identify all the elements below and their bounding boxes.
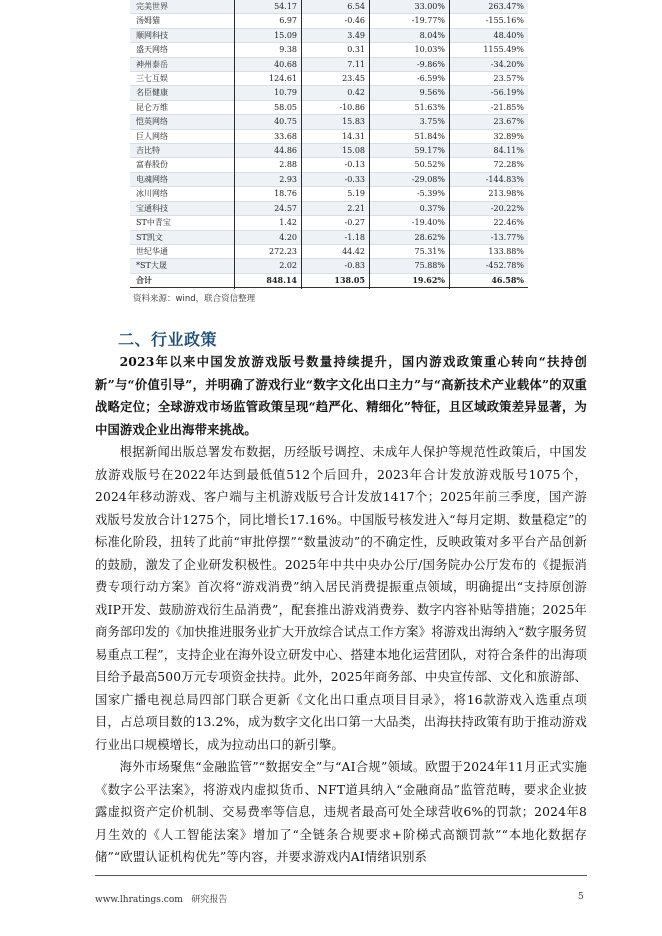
table-row <box>130 216 528 230</box>
table-cell: 33.00% <box>369 0 449 14</box>
footer-divider <box>95 875 587 876</box>
table-cell: 18.76 <box>234 187 301 201</box>
table-cell: -0.13 <box>301 158 369 172</box>
table-cell: 848.14 <box>234 273 301 287</box>
table-cell: 7.11 <box>301 57 369 71</box>
table-cell: -20.22% <box>449 201 528 215</box>
table-cell: -452.78% <box>449 259 528 273</box>
table-cell: 6.54 <box>301 0 369 14</box>
table-cell: -19.77% <box>369 14 449 28</box>
table-cell: 23.57% <box>449 72 528 86</box>
table-cell: 0.31 <box>301 43 369 57</box>
table-cell: -1.18 <box>301 230 369 244</box>
table-cell: 8.04% <box>369 28 449 42</box>
table-cell: 59.17% <box>369 144 449 158</box>
table-cell: -0.83 <box>301 259 369 273</box>
table-source-note: 资料来源：wind，联合资信整理 <box>133 294 256 304</box>
section-title: 二、行业政策 <box>118 330 218 349</box>
table-row <box>130 230 528 244</box>
lead-paragraph: 2023年以来中国发放游戏版号数量持续提升，国内游戏政策重心转向“扶持创新”与“价值引导”，并明确了游戏行业“数字文化出口主力”与“高新技术产业载体”的双重战略定位；全球游戏市场监管政策呈现“趋严化、精细化”特征，且区域政策差异显著，为中国游戏企业出海带来挑战。 <box>95 354 587 437</box>
table-cell: 15.09 <box>234 28 301 42</box>
table-cell: 2.88 <box>234 158 301 172</box>
table-cell: 14.31 <box>301 129 369 143</box>
company-financial-table <box>130 0 528 288</box>
body-paragraph: 海外市场聚焦“金融监管”“数据安全”与“AI合规”领域。欧盟于2024年11月正式实施《数字公平法案》，将游戏内虚拟货币、NFT道具纳入“金融商品”监管范畴，要求企业披露虚拟资产定价机制、交易费率等信息，违规者最高可处全球营收6%的罚款；2024年8月生效的《人工智能法案》增加了“全链条合规要求+阶梯式高额罚款”“本地化数据存储”“欧盟认证机构优先”等内容，并要求游戏内AI情绪识别系 <box>95 760 587 864</box>
footer-site <box>95 892 227 905</box>
company-name-cell: 三七互娱 <box>130 72 234 86</box>
table-cell: -13.77% <box>449 230 528 244</box>
table-row <box>130 244 528 258</box>
company-name-cell: 吉比特 <box>130 144 234 158</box>
table-cell: 40.75 <box>234 115 301 129</box>
table-total-row <box>130 273 528 287</box>
table-cell: 5.19 <box>301 187 369 201</box>
body-text <box>95 351 587 869</box>
table-row <box>130 43 528 57</box>
table-cell: 2.21 <box>301 201 369 215</box>
table-cell: -155.16% <box>449 14 528 28</box>
table-cell: -34.20% <box>449 57 528 71</box>
table-cell: -0.27 <box>301 216 369 230</box>
table-row <box>130 187 528 201</box>
table-cell: 72.28% <box>449 158 528 172</box>
table-cell: 9.38 <box>234 43 301 57</box>
company-name-cell: 神州泰岳 <box>130 57 234 71</box>
company-name-cell: ST凯文 <box>130 230 234 244</box>
table-cell: 75.88% <box>369 259 449 273</box>
table-cell: 15.08 <box>301 144 369 158</box>
table-cell: 32.89% <box>449 129 528 143</box>
table-cell: -56.19% <box>449 86 528 100</box>
table-cell: -9.86% <box>369 57 449 71</box>
company-name-cell: *ST大晟 <box>130 259 234 273</box>
table-cell: 1155.49% <box>449 43 528 57</box>
table-cell: -10.86 <box>301 100 369 114</box>
company-name-cell: 富春股份 <box>130 158 234 172</box>
table-cell: 2.02 <box>234 259 301 273</box>
company-name-cell: 完美世界 <box>130 0 234 14</box>
table-cell: 44.42 <box>301 244 369 258</box>
table-row <box>130 28 528 42</box>
table-cell: 46.58% <box>449 273 528 287</box>
company-name-cell: 世纪华通 <box>130 244 234 258</box>
table-cell: 213.98% <box>449 187 528 201</box>
table-cell: -19.40% <box>369 216 449 230</box>
footer-label: 研究报告 <box>191 895 228 905</box>
table-cell: 3.49 <box>301 28 369 42</box>
table-row <box>130 72 528 86</box>
table-column-divider <box>301 0 302 289</box>
table-cell: 133.88% <box>449 244 528 258</box>
table-cell: -29.08% <box>369 172 449 186</box>
table-cell: 75.31% <box>369 244 449 258</box>
table-cell: -0.33 <box>301 172 369 186</box>
table-cell: 24.57 <box>234 201 301 215</box>
table-cell: 263.47% <box>449 0 528 14</box>
table-cell: 4.20 <box>234 230 301 244</box>
table-cell: 6.97 <box>234 14 301 28</box>
table-cell: 10.03% <box>369 43 449 57</box>
table-cell: 58.05 <box>234 100 301 114</box>
table-row <box>130 201 528 215</box>
table-cell: 54.17 <box>234 0 301 14</box>
table-cell: 138.05 <box>301 273 369 287</box>
table-cell: 51.63% <box>369 100 449 114</box>
company-name-cell: 盛天网络 <box>130 43 234 57</box>
company-name-cell: 冰川网络 <box>130 187 234 201</box>
table-row <box>130 115 528 129</box>
table-cell: 19.62% <box>369 273 449 287</box>
table-row <box>130 100 528 114</box>
table-cell: 22.46% <box>449 216 528 230</box>
company-name-cell: 恺英网络 <box>130 115 234 129</box>
table-cell: 0.37% <box>369 201 449 215</box>
table-cell: 23.45 <box>301 72 369 86</box>
table-row <box>130 144 528 158</box>
company-name-cell: ST中青宝 <box>130 216 234 230</box>
table-row <box>130 158 528 172</box>
table-cell: 10.79 <box>234 86 301 100</box>
table-cell: 1.42 <box>234 216 301 230</box>
company-name-cell: 合计 <box>130 273 234 287</box>
table-cell: 51.84% <box>369 129 449 143</box>
company-name-cell: 汤姆猫 <box>130 14 234 28</box>
table-cell: 33.68 <box>234 129 301 143</box>
table-cell: 84.11% <box>449 144 528 158</box>
table-cell: 124.61 <box>234 72 301 86</box>
table-cell: 3.75% <box>369 115 449 129</box>
table-cell: -21.85% <box>449 100 528 114</box>
table-row <box>130 86 528 100</box>
table-row <box>130 172 528 186</box>
table-column-divider <box>234 0 235 289</box>
table-cell: 44.86 <box>234 144 301 158</box>
table-cell: -0.46 <box>301 14 369 28</box>
table-row <box>130 129 528 143</box>
table-row <box>130 57 528 71</box>
table-row <box>130 14 528 28</box>
table-cell: 48.40% <box>449 28 528 42</box>
table-cell: 28.62% <box>369 230 449 244</box>
table-row <box>130 259 528 273</box>
table-cell: 0.42 <box>301 86 369 100</box>
company-name-cell: 名臣健康 <box>130 86 234 100</box>
page-number: 5 <box>578 892 584 902</box>
table-cell: 23.67% <box>449 115 528 129</box>
table-cell: -144.83% <box>449 172 528 186</box>
company-name-cell: 巨人网络 <box>130 129 234 143</box>
table-cell: 50.52% <box>369 158 449 172</box>
company-name-cell: 电魂网络 <box>130 172 234 186</box>
table-row <box>130 0 528 14</box>
table-cell: -5.39% <box>369 187 449 201</box>
table-cell: 40.68 <box>234 57 301 71</box>
table-cell: 272.23 <box>234 244 301 258</box>
body-paragraph: 根据新闻出版总署发布数据，历经版号调控、未成年人保护等规范性政策后，中国发放游戏版号在2022年达到最低值512个后回升，2023年合计发放游戏版号1075个，2024年移动游戏、客户端与主机游戏版号合计发放1417个；2025年前三季度，国产游戏版号发放合计1275个，同比增长17.16%。中国版号核发进入“每月定期、数量稳定”的标准化阶段，扭转了此前“审批停摆”“数量波动”的不确定性，反映政策对多平台产品创新的鼓励，激发了企业研发积极性。2025年中共中央办公厅/国务院办公厅发布的《提振消费专项行动方案》首次将“游戏消费”纳入居民消费提振重点领域，明确提出“支持原创游戏IP开发、鼓励游戏衍生品消费”，配套推出游戏消费券、数字内容补贴等措施；2025年商务部印发的《加快推进服务业扩大开放综合试点工作方案》将游戏出海纳入“数字服务贸易重点工程”，支持企业在海外设立研发中心、搭建本地化运营团队，对符合条件的出海项目给予最高500万元专项资金扶持。此外，2025年商务部、中央宣传部、文化和旅游部、国家广播电视总局四部门联合更新《文化出口重点项目目录》，将16款游戏入选重点项目，占总项目数的13.2%，成为数字文化出口第一大品类，出海扶持政策有助于推动游戏行业出口规模增长，成为拉动出口的新引擎。 <box>95 445 587 752</box>
table-cell: 2.93 <box>234 172 301 186</box>
table-cell: -6.59% <box>369 72 449 86</box>
company-name-cell: 宝通科技 <box>130 201 234 215</box>
company-name-cell: 昆仑万维 <box>130 100 234 114</box>
table-cell: 15.83 <box>301 115 369 129</box>
table-cell: 9.56% <box>369 86 449 100</box>
table-column-divider <box>449 0 450 289</box>
footer-site-url[interactable]: www.lhratings.com <box>95 895 183 905</box>
table-column-divider <box>369 0 370 289</box>
company-name-cell: 顺网科技 <box>130 28 234 42</box>
